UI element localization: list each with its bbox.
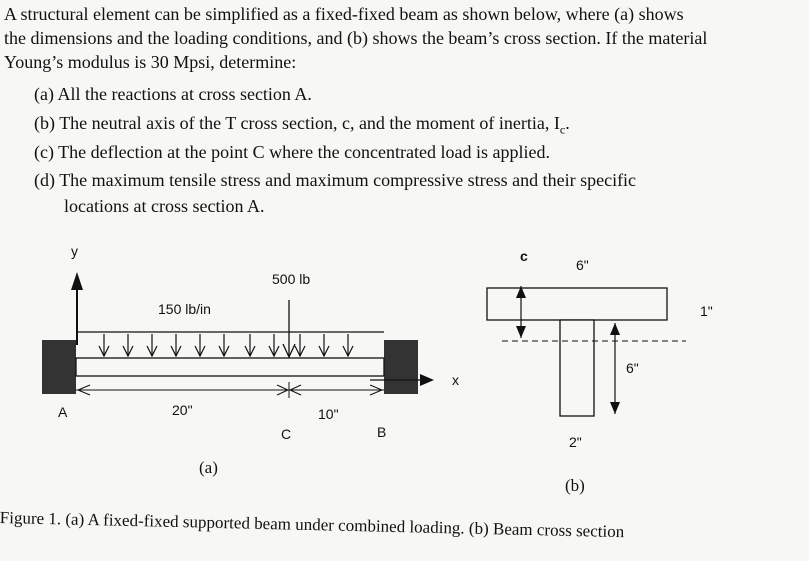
question-a-label: (a) [34, 84, 54, 104]
intro-line-1: A structural element can be simplified as a fixed-fixed beam as shown below, where (a) shows [4, 4, 684, 24]
question-d-line-2: locations at cross section A. [64, 196, 265, 216]
figure-a-caption: (a) [199, 458, 218, 477]
intro-line-2: the dimensions and the loading conditions, and (b) shows the beam’s cross section. If the material [4, 28, 708, 48]
beam [76, 358, 384, 376]
question-b-end: . [565, 113, 570, 133]
t-flange [487, 288, 667, 320]
point-load-label: 500 lb [272, 271, 311, 287]
wall-right [384, 340, 418, 394]
distributed-load-arrows [99, 334, 353, 356]
distributed-load-label: 150 lb/in [158, 301, 211, 317]
question-d-label: (d) [34, 170, 55, 190]
figure-b-caption: (b) [565, 476, 585, 495]
figure-a [42, 272, 434, 398]
question-a-text: All the reactions at cross section A. [57, 84, 312, 104]
wall-left [42, 340, 76, 394]
question-b-label: (b) [34, 113, 55, 133]
flange-thickness-label: 1" [700, 303, 713, 319]
point-b-label: B [377, 424, 387, 440]
question-b-subscript: c [559, 122, 566, 137]
point-a-label: A [58, 404, 68, 420]
question-c-text: The deflection at the point C where the concentrated load is applied. [58, 142, 550, 162]
c-label: c [520, 248, 528, 264]
figure-caption: Figure 1. (a) A fixed-fixed supported beam under combined loading. (b) Beam cross section [0, 508, 625, 542]
flange-width-label: 6" [576, 257, 589, 273]
t-web [560, 320, 594, 416]
x-axis-arrowhead [420, 374, 434, 386]
question-c-label: (c) [34, 142, 54, 162]
question-d-text: The maximum tensile stress and maximum compressive stress and their specific [59, 170, 637, 190]
figure-b [487, 286, 686, 416]
question-b-text: The neutral axis of the T cross section, c, and the moment of inertia, I [59, 113, 560, 133]
dimension-10-label: 10" [318, 406, 339, 422]
y-axis-arrowhead [71, 272, 83, 290]
intro-line-3: Young’s modulus is 30 Mpsi, determine: [4, 52, 297, 72]
x-axis-label: x [452, 372, 459, 388]
web-height-label: 6" [626, 360, 639, 376]
dimension-20-label: 20" [172, 402, 193, 418]
y-axis-label: y [71, 243, 78, 259]
point-c-label: C [281, 426, 292, 442]
web-width-label: 2" [569, 434, 582, 450]
